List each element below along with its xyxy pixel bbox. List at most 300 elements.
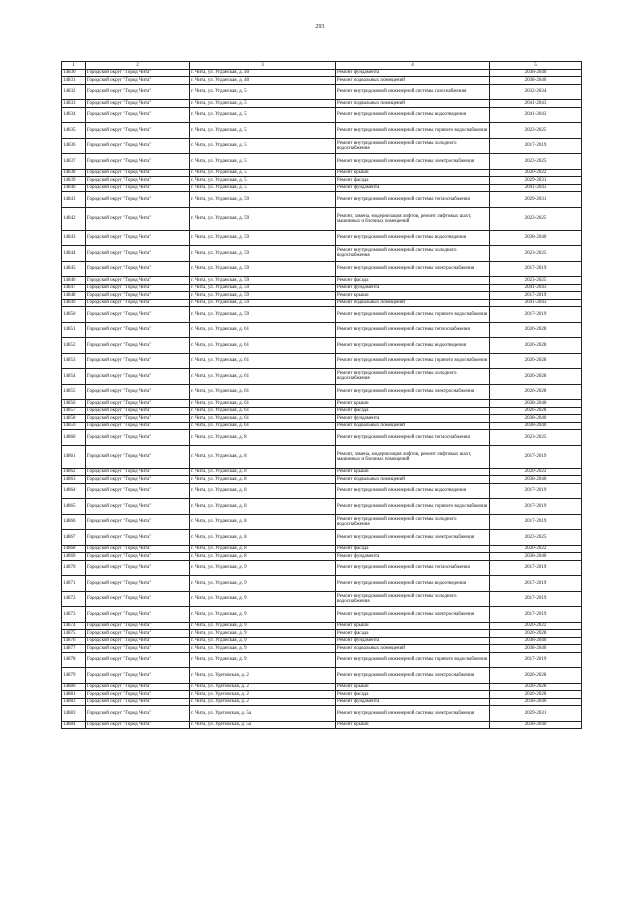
row-number-cell: 14853: [62, 353, 86, 369]
table-row: [62, 553, 582, 561]
municipality-cell: Городской округ "Город Чита": [86, 107, 190, 123]
work-type-cell: Ремонт внутридомовой инженерной системы электроснабжения: [336, 530, 490, 546]
period-cell: 2038-2040: [490, 637, 582, 645]
address-cell: г. Чита, ул. Угданская, д. 8: [190, 530, 336, 546]
period-cell: 2020-2022: [490, 622, 582, 630]
row-number-cell: 14831: [62, 77, 86, 85]
table-row: [62, 530, 582, 546]
row-number-cell: 14834: [62, 107, 86, 123]
address-cell: г. Чита, ул. Угданская, д. 61: [190, 422, 336, 430]
table-row: [62, 668, 582, 684]
period-cell: 2017-2019: [490, 483, 582, 499]
address-cell: г. Чита, ул. Угданская, д. 59: [190, 261, 336, 277]
address-cell: г. Чита, ул. Угданская, д. 5: [190, 154, 336, 170]
municipality-cell: Городской округ "Город Чита": [86, 353, 190, 369]
column-number-row: [62, 62, 582, 70]
row-number-cell: 14870: [62, 560, 86, 576]
row-number-cell: 14880: [62, 683, 86, 691]
period-cell: 2020-2022: [490, 468, 582, 476]
work-type-cell: Ремонт фундамента: [336, 553, 490, 561]
municipality-cell: Городской округ "Город Чита": [86, 445, 190, 468]
address-cell: г. Чита, ул. Угданская, д. 61: [190, 369, 336, 385]
work-type-cell: Ремонт внутридомовой инженерной системы горячего водоснабжения: [336, 652, 490, 668]
address-cell: г. Чита, ул. Угданская, д. 8: [190, 483, 336, 499]
row-number-cell: 14841: [62, 192, 86, 208]
municipality-cell: Городской округ "Город Чита": [86, 338, 190, 354]
address-cell: г. Чита, ул. Угданская, д. 59: [190, 299, 336, 307]
table-row: [62, 230, 582, 246]
work-type-cell: Ремонт внутридомовой инженерной системы водоотведения: [336, 107, 490, 123]
row-number-cell: 14843: [62, 230, 86, 246]
table-row: [62, 322, 582, 338]
period-cell: 2017-2019: [490, 560, 582, 576]
municipality-cell: Городской округ "Город Чита": [86, 123, 190, 139]
table-row: [62, 483, 582, 499]
table-row: [62, 607, 582, 623]
work-type-cell: Ремонт крыши: [336, 468, 490, 476]
table-row: [62, 169, 582, 177]
period-cell: 2017-2019: [490, 514, 582, 530]
period-cell: 2026-2028: [490, 691, 582, 699]
table-body: [62, 62, 582, 729]
period-cell: 2023-2025: [490, 530, 582, 546]
period-cell: 2023-2025: [490, 154, 582, 170]
table-row: [62, 415, 582, 423]
row-number-cell: 14857: [62, 407, 86, 415]
table-row: [62, 645, 582, 653]
address-cell: г. Чита, ул. Угданская, д. 9: [190, 630, 336, 638]
row-number-cell: 14842: [62, 207, 86, 230]
table-row: [62, 284, 582, 292]
address-cell: г. Чита, ул. Угданская, д. 59: [190, 292, 336, 300]
table-row: [62, 691, 582, 699]
row-number-cell: 14862: [62, 468, 86, 476]
work-type-cell: Ремонт внутридомовой инженерной системы горячего водоснабжения: [336, 123, 490, 139]
work-type-cell: Ремонт крыши: [336, 683, 490, 691]
table-row: [62, 277, 582, 285]
address-cell: г. Чита, ул. Угданская, д. 8: [190, 445, 336, 468]
address-cell: г. Чита, ул. Удетовская, д. 5а: [190, 721, 336, 729]
address-cell: г. Чита, ул. Угданская, д. 9: [190, 560, 336, 576]
row-number-cell: 14877: [62, 645, 86, 653]
work-type-cell: Ремонт крыши: [336, 400, 490, 408]
row-number-cell: 14840: [62, 184, 86, 192]
row-number-cell: 14845: [62, 261, 86, 277]
table-row: [62, 514, 582, 530]
municipality-cell: Городской округ "Город Чита": [86, 100, 190, 108]
municipality-cell: Городской округ "Город Чита": [86, 369, 190, 385]
work-type-cell: Ремонт внутридомовой инженерной системы теплоснабжения: [336, 560, 490, 576]
period-cell: 2026-2028: [490, 322, 582, 338]
row-number-cell: 14881: [62, 691, 86, 699]
row-number-cell: 14883: [62, 706, 86, 722]
row-number-cell: 14863: [62, 476, 86, 484]
address-cell: г. Чита, ул. Угданская, д. 8: [190, 545, 336, 553]
row-number-cell: 14854: [62, 369, 86, 385]
address-cell: г. Чита, ул. Угданская, д. 8: [190, 514, 336, 530]
table-row: [62, 652, 582, 668]
address-cell: г. Чита, ул. Угданская, д. 9: [190, 652, 336, 668]
row-number-cell: 14879: [62, 668, 86, 684]
work-type-cell: Ремонт внутридомовой инженерной системы электроснабжения: [336, 154, 490, 170]
page-number: 293: [315, 24, 325, 30]
row-number-cell: 14835: [62, 123, 86, 139]
period-cell: 2041-2043: [490, 299, 582, 307]
column-header-2: 2: [86, 62, 190, 70]
row-number-cell: 14860: [62, 430, 86, 446]
table-row: [62, 384, 582, 400]
address-cell: г. Чита, ул. Угданская, д. 9: [190, 576, 336, 592]
row-number-cell: 14848: [62, 292, 86, 300]
column-header-5: 5: [490, 62, 582, 70]
address-cell: г. Чита, ул. Угданская, д. 8: [190, 476, 336, 484]
work-type-cell: Ремонт внутридомовой инженерной системы водоотведения: [336, 230, 490, 246]
address-cell: г. Чита, ул. Удетовская, д. 2: [190, 691, 336, 699]
row-number-cell: 14871: [62, 576, 86, 592]
address-cell: г. Чита, ул. Угданская, д. 9: [190, 645, 336, 653]
table-row: [62, 107, 582, 123]
municipality-cell: Городской округ "Город Чита": [86, 415, 190, 423]
municipality-cell: Городской округ "Город Чита": [86, 84, 190, 100]
municipality-cell: Городской округ "Город Чита": [86, 400, 190, 408]
municipality-cell: Городской округ "Город Чита": [86, 668, 190, 684]
address-cell: г. Чита, ул. Угданская, д. 40: [190, 77, 336, 85]
municipality-cell: Городской округ "Город Чита": [86, 553, 190, 561]
work-type-cell: Ремонт внутридомовой инженерной системы горячего водоснабжения: [336, 307, 490, 323]
table-row: [62, 637, 582, 645]
row-number-cell: 14866: [62, 514, 86, 530]
period-cell: 2038-2040: [490, 645, 582, 653]
work-type-cell: Ремонт подвальных помещений: [336, 645, 490, 653]
period-cell: 2026-2028: [490, 630, 582, 638]
work-type-cell: Ремонт внутридомовой инженерной системы электроснабжения: [336, 607, 490, 623]
period-cell: 2026-2028: [490, 353, 582, 369]
address-cell: г. Чита, ул. Угданская, д. 5: [190, 184, 336, 192]
address-cell: г. Чита, ул. Удетовская, д. 2: [190, 683, 336, 691]
work-type-cell: Ремонт внутридомовой инженерной системы теплоснабжения: [336, 192, 490, 208]
row-number-cell: 14859: [62, 422, 86, 430]
address-cell: г. Чита, ул. Угданская, д. 5: [190, 138, 336, 154]
table-row: [62, 683, 582, 691]
row-number-cell: 14884: [62, 721, 86, 729]
row-number-cell: 14847: [62, 284, 86, 292]
row-number-cell: 14837: [62, 154, 86, 170]
table-row: [62, 154, 582, 170]
row-number-cell: 14851: [62, 322, 86, 338]
row-number-cell: 14872: [62, 591, 86, 607]
work-type-cell: Ремонт фундамента: [336, 184, 490, 192]
work-type-cell: Ремонт крыши: [336, 169, 490, 177]
work-type-cell: Ремонт внутридомовой инженерной системы водоотведения: [336, 483, 490, 499]
municipality-cell: Городской округ "Город Чита": [86, 246, 190, 262]
address-cell: г. Чита, ул. Угданская, д. 59: [190, 246, 336, 262]
period-cell: 2038-2040: [490, 400, 582, 408]
period-cell: 2017-2019: [490, 138, 582, 154]
period-cell: 2017-2019: [490, 607, 582, 623]
municipality-cell: Городской округ "Город Чита": [86, 622, 190, 630]
table-row: [62, 622, 582, 630]
address-cell: г. Чита, ул. Угданская, д. 40: [190, 69, 336, 77]
municipality-cell: Городской округ "Город Чита": [86, 154, 190, 170]
municipality-cell: Городской округ "Город Чита": [86, 207, 190, 230]
row-number-cell: 14876: [62, 637, 86, 645]
address-cell: г. Чита, ул. Угданская, д. 5: [190, 177, 336, 185]
table-row: [62, 698, 582, 706]
address-cell: г. Чита, ул. Удетовская, д. 2: [190, 698, 336, 706]
address-cell: г. Чита, ул. Угданская, д. 9: [190, 637, 336, 645]
period-cell: 2026-2028: [490, 338, 582, 354]
row-number-cell: 14875: [62, 630, 86, 638]
capital-repair-table: [61, 61, 582, 729]
work-type-cell: Ремонт фундамента: [336, 698, 490, 706]
period-cell: 2041-2043: [490, 284, 582, 292]
row-number-cell: 14858: [62, 415, 86, 423]
row-number-cell: 14864: [62, 483, 86, 499]
row-number-cell: 14846: [62, 277, 86, 285]
period-cell: 2020-2022: [490, 545, 582, 553]
address-cell: г. Чита, ул. Угданская, д. 61: [190, 384, 336, 400]
municipality-cell: Городской округ "Город Чита": [86, 77, 190, 85]
table-row: [62, 177, 582, 185]
work-type-cell: Ремонт внутридомовой инженерной системы газоснабжения: [336, 84, 490, 100]
municipality-cell: Городской округ "Город Чита": [86, 691, 190, 699]
row-number-cell: 14832: [62, 84, 86, 100]
period-cell: 2023-2025: [490, 123, 582, 139]
work-type-cell: Ремонт подвальных помещений: [336, 422, 490, 430]
municipality-cell: Городской округ "Город Чита": [86, 468, 190, 476]
row-number-cell: 14849: [62, 299, 86, 307]
table-row: [62, 369, 582, 385]
period-cell: 2026-2028: [490, 668, 582, 684]
period-cell: 2041-2043: [490, 107, 582, 123]
work-type-cell: Ремонт крыши: [336, 292, 490, 300]
municipality-cell: Городской округ "Город Чита": [86, 698, 190, 706]
municipality-cell: Городской округ "Город Чита": [86, 69, 190, 77]
period-cell: 2017-2019: [490, 307, 582, 323]
address-cell: г. Чита, ул. Угданская, д. 59: [190, 230, 336, 246]
address-cell: г. Чита, ул. Удетовская, д. 5а: [190, 706, 336, 722]
table-row: [62, 560, 582, 576]
municipality-cell: Городской округ "Город Чита": [86, 607, 190, 623]
municipality-cell: Городской округ "Город Чита": [86, 284, 190, 292]
period-cell: 2029-2031: [490, 706, 582, 722]
municipality-cell: Городской округ "Город Чита": [86, 683, 190, 691]
period-cell: 2038-2040: [490, 230, 582, 246]
table-row: [62, 261, 582, 277]
table-row: [62, 445, 582, 468]
period-cell: 2038-2040: [490, 69, 582, 77]
table-row: [62, 400, 582, 408]
work-type-cell: Ремонт внутридомовой инженерной системы горячего водоснабжения: [336, 499, 490, 515]
municipality-cell: Городской округ "Город Чита": [86, 637, 190, 645]
period-cell: 2038-2040: [490, 422, 582, 430]
row-number-cell: 14836: [62, 138, 86, 154]
municipality-cell: Городской округ "Город Чита": [86, 430, 190, 446]
address-cell: г. Чита, ул. Угданская, д. 5: [190, 123, 336, 139]
municipality-cell: Городской округ "Город Чита": [86, 407, 190, 415]
period-cell: 2041-2043: [490, 184, 582, 192]
period-cell: 2017-2019: [490, 576, 582, 592]
period-cell: 2032-2034: [490, 84, 582, 100]
address-cell: г. Чита, ул. Угданская, д. 8: [190, 553, 336, 561]
table-row: [62, 69, 582, 77]
table-row: [62, 184, 582, 192]
row-number-cell: 14838: [62, 169, 86, 177]
work-type-cell: Ремонт крыши: [336, 721, 490, 729]
row-number-cell: 14868: [62, 545, 86, 553]
work-type-cell: Ремонт фундамента: [336, 69, 490, 77]
municipality-cell: Городской округ "Город Чита": [86, 706, 190, 722]
work-type-cell: Ремонт внутридомовой инженерной системы холодного водоснабжения: [336, 246, 490, 262]
municipality-cell: Городской округ "Город Чита": [86, 277, 190, 285]
work-type-cell: Ремонт внутридомовой инженерной системы водоотведения: [336, 576, 490, 592]
municipality-cell: Городской округ "Город Чита": [86, 476, 190, 484]
period-cell: 2023-2025: [490, 430, 582, 446]
period-cell: 2038-2040: [490, 553, 582, 561]
table-row: [62, 299, 582, 307]
table-row: [62, 576, 582, 592]
column-header-3: 3: [190, 62, 336, 70]
municipality-cell: Городской округ "Город Чита": [86, 322, 190, 338]
address-cell: г. Чита, ул. Угданская, д. 61: [190, 322, 336, 338]
row-number-cell: 14882: [62, 698, 86, 706]
table-row: [62, 630, 582, 638]
row-number-cell: 14867: [62, 530, 86, 546]
address-cell: г. Чита, ул. Удетовская, д. 2: [190, 668, 336, 684]
work-type-cell: Ремонт фундамента: [336, 637, 490, 645]
table-row: [62, 307, 582, 323]
period-cell: 2038-2040: [490, 476, 582, 484]
address-cell: г. Чита, ул. Угданская, д. 59: [190, 192, 336, 208]
row-number-cell: 14869: [62, 553, 86, 561]
table-row: [62, 468, 582, 476]
address-cell: г. Чита, ул. Угданская, д. 8: [190, 430, 336, 446]
municipality-cell: Городской округ "Город Чита": [86, 292, 190, 300]
work-type-cell: Ремонт, замена, модернизация лифтов, ремонт лифтовых шахт, машинных и блочных помещений: [336, 207, 490, 230]
table-row: [62, 207, 582, 230]
period-cell: 2017-2019: [490, 591, 582, 607]
period-cell: 2017-2019: [490, 445, 582, 468]
municipality-cell: Городской округ "Город Чита": [86, 184, 190, 192]
row-number-cell: 14865: [62, 499, 86, 515]
municipality-cell: Городской округ "Город Чита": [86, 576, 190, 592]
municipality-cell: Городской округ "Город Чита": [86, 652, 190, 668]
period-cell: 2023-2025: [490, 246, 582, 262]
municipality-cell: Городской округ "Город Чита": [86, 721, 190, 729]
work-type-cell: Ремонт внутридомовой инженерной системы холодного водоснабжения: [336, 591, 490, 607]
row-number-cell: 14874: [62, 622, 86, 630]
period-cell: 2020-2022: [490, 169, 582, 177]
address-cell: г. Чита, ул. Угданская, д. 5: [190, 107, 336, 123]
table-row: [62, 123, 582, 139]
work-type-cell: Ремонт внутридомовой инженерной системы холодного водоснабжения: [336, 514, 490, 530]
row-number-cell: 14855: [62, 384, 86, 400]
address-cell: г. Чита, ул. Угданская, д. 59: [190, 277, 336, 285]
row-number-cell: 14839: [62, 177, 86, 185]
table-row: [62, 407, 582, 415]
period-cell: 2017-2019: [490, 499, 582, 515]
table-row: [62, 353, 582, 369]
address-cell: г. Чита, ул. Угданская, д. 61: [190, 353, 336, 369]
work-type-cell: Ремонт фундамента: [336, 284, 490, 292]
municipality-cell: Городской округ "Город Чита": [86, 483, 190, 499]
table-row: [62, 138, 582, 154]
table-row: [62, 338, 582, 354]
row-number-cell: 14878: [62, 652, 86, 668]
address-cell: г. Чита, ул. Угданская, д. 59: [190, 284, 336, 292]
period-cell: 2017-2019: [490, 292, 582, 300]
work-type-cell: Ремонт внутридомовой инженерной системы холодного водоснабжения: [336, 138, 490, 154]
table-row: [62, 545, 582, 553]
work-type-cell: Ремонт внутридомовой инженерной системы горячего водоснабжения: [336, 353, 490, 369]
period-cell: 2026-2028: [490, 407, 582, 415]
work-type-cell: Ремонт, замена, модернизация лифтов, ремонт лифтовых шахт, машинных и блочных помещений: [336, 445, 490, 468]
municipality-cell: Городской округ "Город Чита": [86, 169, 190, 177]
work-type-cell: Ремонт внутридомовой инженерной системы холодного водоснабжения: [336, 369, 490, 385]
work-type-cell: Ремонт внутридомовой инженерной системы теплоснабжения: [336, 322, 490, 338]
row-number-cell: 14856: [62, 400, 86, 408]
work-type-cell: Ремонт внутридомовой инженерной системы электроснабжения: [336, 384, 490, 400]
row-number-cell: 14861: [62, 445, 86, 468]
table-row: [62, 292, 582, 300]
table-row: [62, 476, 582, 484]
work-type-cell: Ремонт внутридомовой инженерной системы электроснабжения: [336, 668, 490, 684]
work-type-cell: Ремонт подвальных помещений: [336, 476, 490, 484]
municipality-cell: Городской округ "Город Чита": [86, 307, 190, 323]
work-type-cell: Ремонт фундамента: [336, 415, 490, 423]
work-type-cell: Ремонт подвальных помещений: [336, 77, 490, 85]
period-cell: 2038-2040: [490, 77, 582, 85]
period-cell: 2017-2019: [490, 652, 582, 668]
work-type-cell: Ремонт внутридомовой инженерной системы теплоснабжения: [336, 430, 490, 446]
period-cell: 2023-2025: [490, 207, 582, 230]
row-number-cell: 14844: [62, 246, 86, 262]
table-row: [62, 77, 582, 85]
table-row: [62, 430, 582, 446]
column-header-4: 4: [336, 62, 490, 70]
work-type-cell: Ремонт фасада: [336, 545, 490, 553]
period-cell: 2029-2031: [490, 192, 582, 208]
municipality-cell: Городской округ "Город Чита": [86, 422, 190, 430]
municipality-cell: Городской округ "Город Чита": [86, 384, 190, 400]
work-type-cell: Ремонт фасада: [336, 691, 490, 699]
municipality-cell: Городской округ "Город Чита": [86, 645, 190, 653]
period-cell: 2038-2040: [490, 415, 582, 423]
municipality-cell: Городской округ "Город Чита": [86, 261, 190, 277]
work-type-cell: Ремонт фасада: [336, 177, 490, 185]
row-number-cell: 14830: [62, 69, 86, 77]
work-type-cell: Ремонт подвальных помещений: [336, 100, 490, 108]
address-cell: г. Чита, ул. Угданская, д. 8: [190, 499, 336, 515]
row-number-cell: 14873: [62, 607, 86, 623]
municipality-cell: Городской округ "Город Чита": [86, 192, 190, 208]
table-row: [62, 706, 582, 722]
table-row: [62, 422, 582, 430]
period-cell: 2017-2019: [490, 261, 582, 277]
table-row: [62, 84, 582, 100]
address-cell: г. Чита, ул. Угданская, д. 59: [190, 207, 336, 230]
row-number-cell: 14833: [62, 100, 86, 108]
column-header-1: 1: [62, 62, 86, 70]
table-row: [62, 499, 582, 515]
address-cell: г. Чита, ул. Угданская, д. 5: [190, 100, 336, 108]
table-row: [62, 100, 582, 108]
municipality-cell: Городской округ "Город Чита": [86, 177, 190, 185]
period-cell: 2029-2031: [490, 177, 582, 185]
period-cell: 2026-2028: [490, 369, 582, 385]
work-type-cell: Ремонт подвальных помещений: [336, 299, 490, 307]
table-row: [62, 591, 582, 607]
